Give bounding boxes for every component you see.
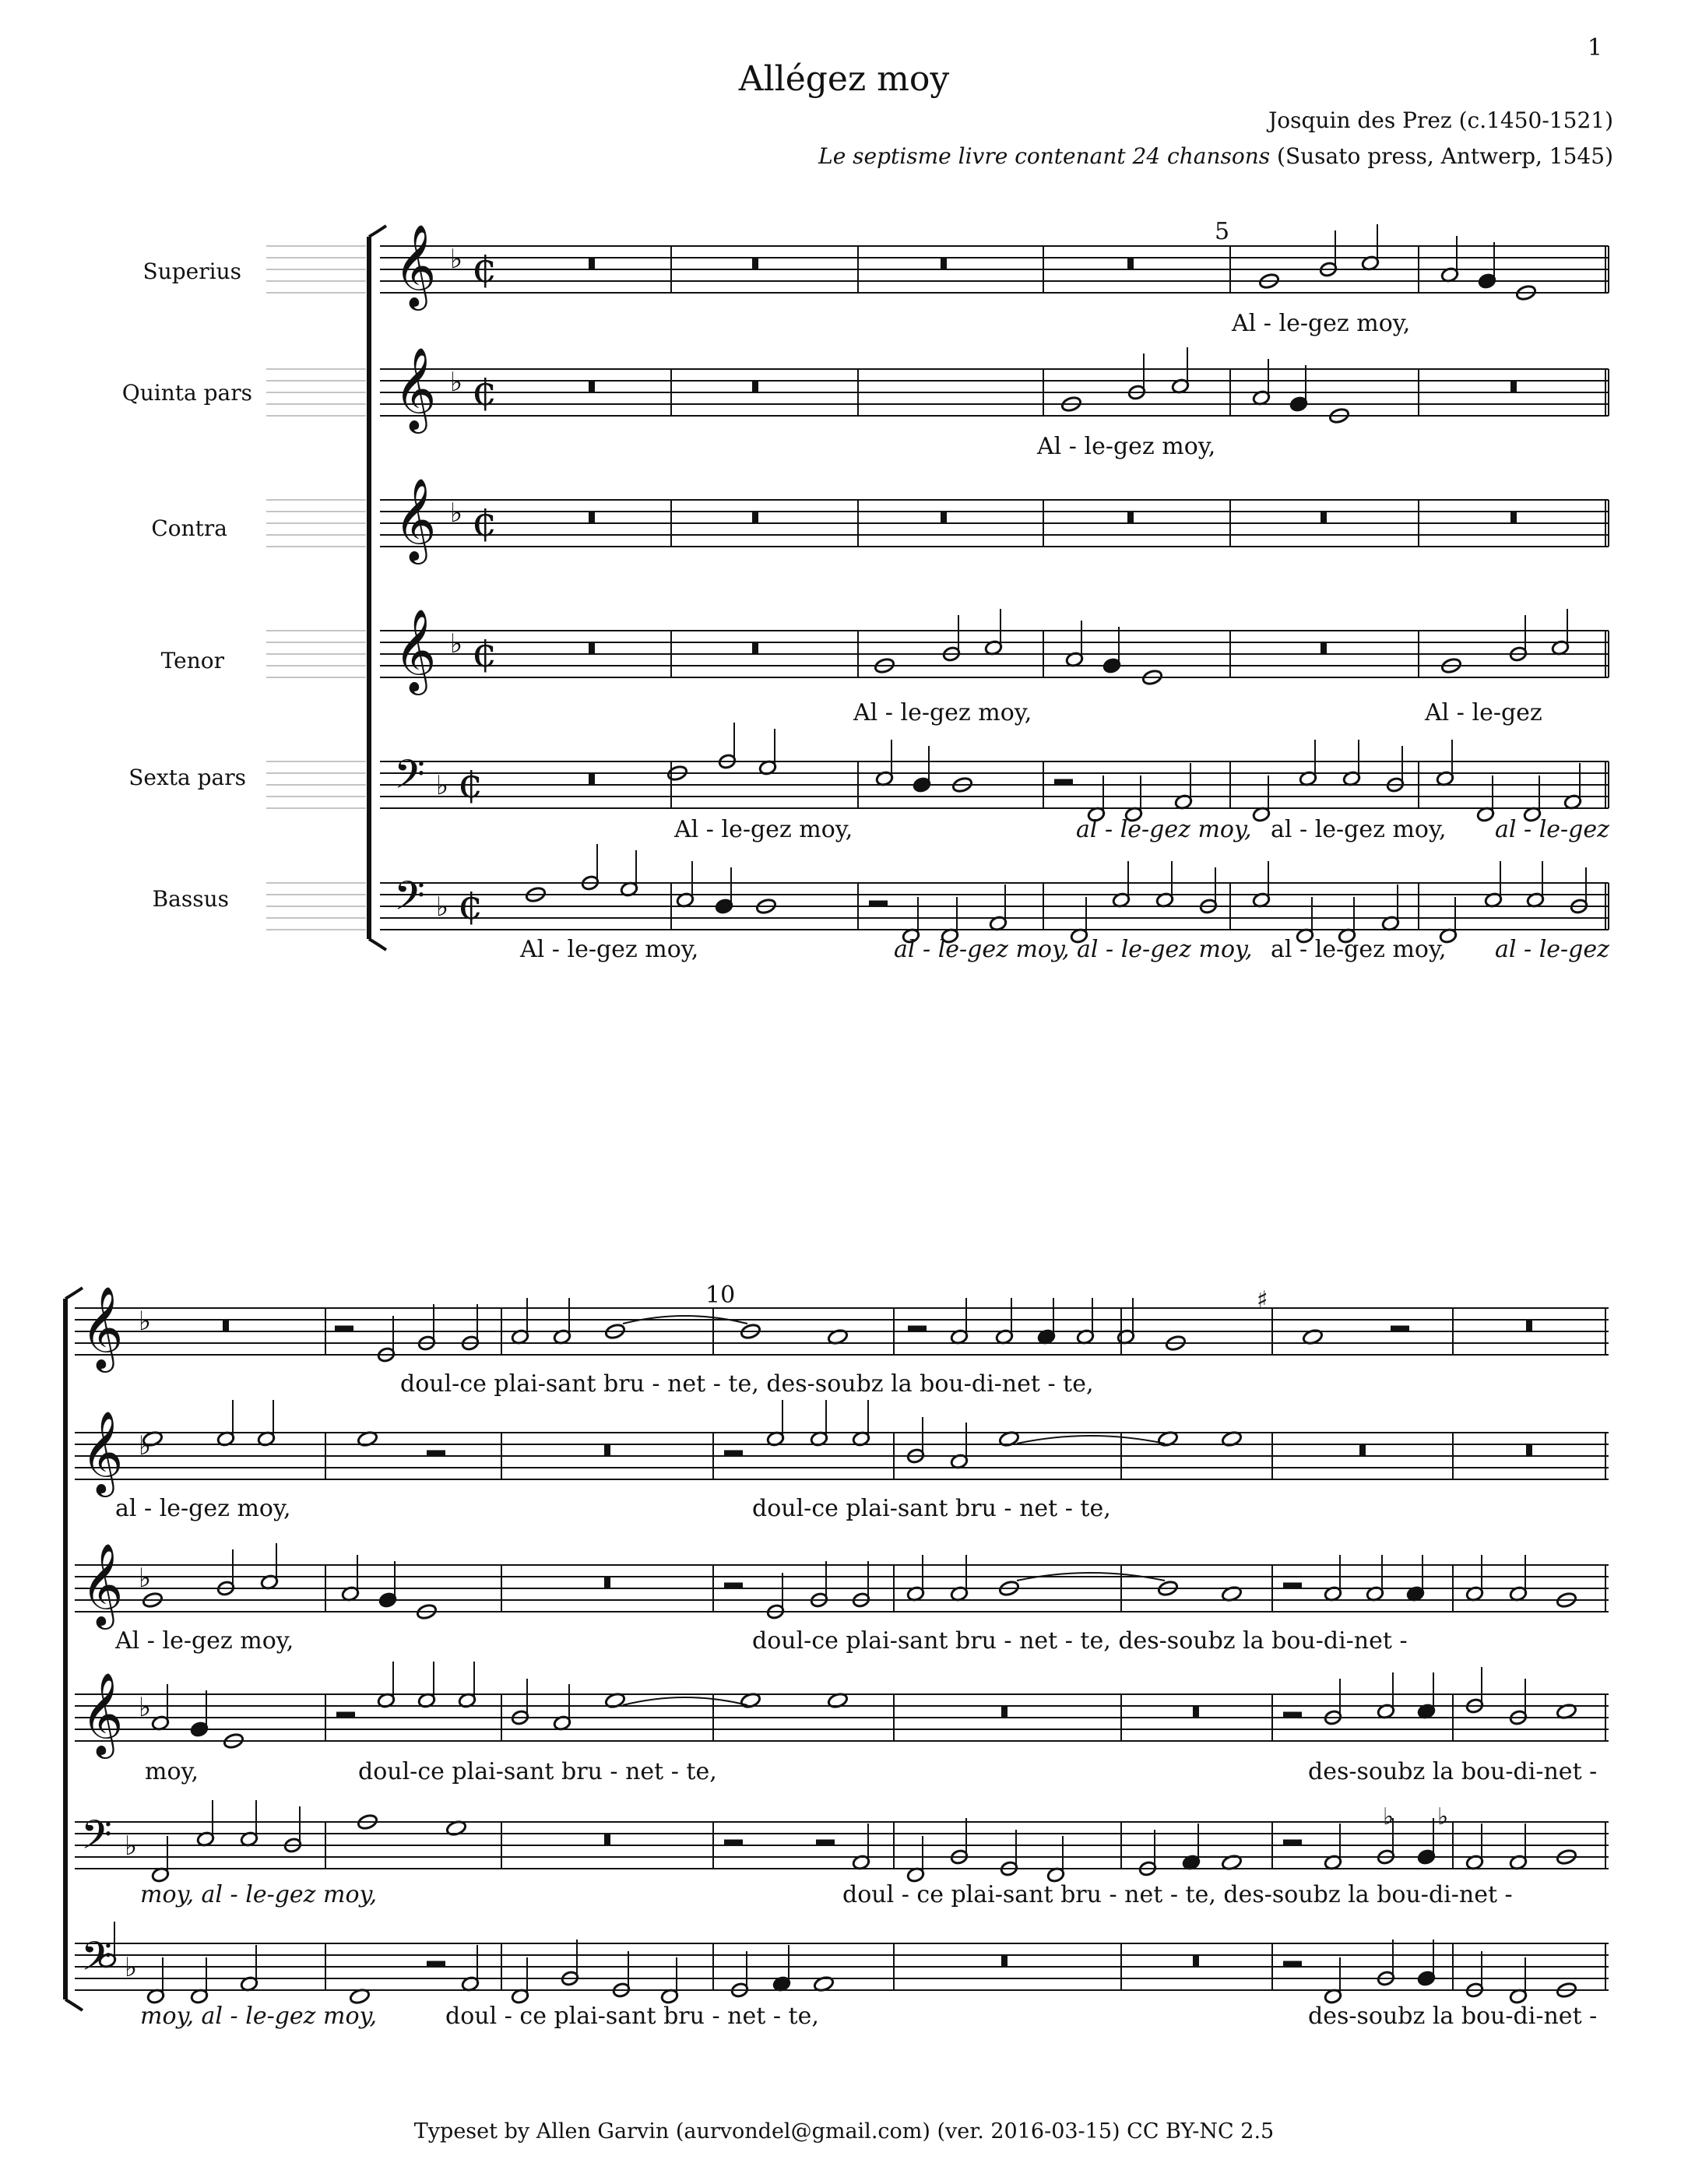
flat-icon: ♭ xyxy=(139,1430,152,1461)
breve-rest xyxy=(1127,258,1134,269)
bracket-bottom xyxy=(369,939,386,950)
lyric-tenor-2: Al - le-gez xyxy=(1425,699,1542,726)
cut-time-icon: ¢ xyxy=(458,761,484,807)
treble-clef-icon: 𝄞 xyxy=(394,346,437,430)
breve-rest xyxy=(1526,1320,1532,1331)
rest xyxy=(336,1712,355,1718)
breve-rest xyxy=(1193,1955,1199,1967)
lyric-s2-bassus-2: doul - ce plai-sant bru - net - te, xyxy=(445,2003,819,2030)
treble-clef-icon: 𝄞 xyxy=(394,608,437,691)
rest xyxy=(427,1451,445,1456)
lyric-s2-sexta-2: doul - ce plai-sant bru - net - te, des-soubz la bou-di-net - xyxy=(842,1881,1513,1908)
cut-time-icon: ¢ xyxy=(458,882,484,929)
lyric-s2-bassus-3: des-soubz la bou-di-net - xyxy=(1308,2003,1598,2030)
bracket-top xyxy=(369,226,386,237)
lyric-superius-1: Al - le-gez moy, xyxy=(1232,310,1411,337)
breve-rest xyxy=(1510,512,1517,523)
breve-rest xyxy=(604,1444,610,1456)
breve-rest xyxy=(1359,1444,1366,1456)
breve-rest xyxy=(589,512,595,523)
breve-rest xyxy=(1001,1955,1008,1967)
breve-rest xyxy=(589,258,595,269)
flat-icon: ♭ xyxy=(450,367,463,398)
breve-rest xyxy=(589,773,595,785)
voice-name-contra: Contra xyxy=(151,515,227,541)
lyric-bassus-2: al - le-gez moy, al - le-gez moy, xyxy=(894,936,1253,963)
breve-rest xyxy=(1321,642,1327,654)
flat-accidental: ♭ xyxy=(1437,1803,1449,1831)
rest xyxy=(1283,1961,1302,1967)
measure-number-5: 5 xyxy=(1215,218,1230,245)
bracket-bottom xyxy=(65,1999,83,2010)
breve-rest xyxy=(752,381,758,392)
breve-rest xyxy=(1193,1706,1199,1718)
measure-number-10: 10 xyxy=(705,1282,736,1309)
breve-rest xyxy=(604,1834,610,1845)
rest xyxy=(869,901,888,906)
flat-icon: ♭ xyxy=(450,244,463,275)
rest xyxy=(1391,1326,1409,1331)
lyric-s2-quinta-1: al - le-gez moy, xyxy=(115,1495,291,1522)
lyric-sexta-2: al - le-gez moy, xyxy=(1076,816,1252,843)
flat-icon: ♭ xyxy=(125,1831,138,1862)
cut-time-icon: ¢ xyxy=(472,499,498,546)
lyric-s2-contra-2: doul-ce plai-sant bru - net - te, des-soubz la bou-di-net - xyxy=(752,1627,1408,1655)
source-title: Le septisme livre contenant 24 chansons xyxy=(818,143,1271,169)
lyric-sexta-4: al - le-gez xyxy=(1495,816,1609,843)
rest xyxy=(427,1961,445,1967)
lyric-sexta-3: al - le-gez moy, xyxy=(1271,816,1447,843)
rest xyxy=(724,1840,743,1845)
breve-rest xyxy=(1526,1444,1532,1456)
treble-clef-icon: 𝄞 xyxy=(394,223,437,307)
rest xyxy=(1054,779,1073,785)
flat-icon: ♭ xyxy=(125,1952,138,1983)
lyric-quinta-1: Al - le-gez moy, xyxy=(1037,433,1216,460)
lyric-s2-contra-1: Al - le-gez moy, xyxy=(115,1627,294,1655)
flat-icon: ♭ xyxy=(436,770,449,801)
lyric-bassus-4: al - le-gez xyxy=(1495,936,1609,963)
lyric-tenor-1: Al - le-gez moy, xyxy=(853,699,1032,726)
breve-rest xyxy=(1127,512,1134,523)
lyric-bassus-1: Al - le-gez moy, xyxy=(520,936,699,963)
lyric-s2-tenor-1: moy, xyxy=(145,1758,199,1785)
lyric-s2-quinta-2: doul-ce plai-sant bru - net - te, xyxy=(752,1495,1111,1522)
breve-rest xyxy=(223,1320,229,1331)
tie xyxy=(623,1697,747,1705)
lyric-s2-tenor-2: doul-ce plai-sant bru - net - te, xyxy=(358,1758,717,1785)
treble-clef-icon: 𝄞 xyxy=(81,1285,124,1369)
breve-rest xyxy=(604,1577,610,1588)
rest xyxy=(1283,1840,1302,1845)
lyric-s2-tenor-3: des-soubz la bou-di-net - xyxy=(1308,1758,1598,1785)
cut-time-icon: ¢ xyxy=(472,368,498,415)
breve-rest xyxy=(941,512,947,523)
breve-rest xyxy=(941,258,947,269)
voice-name-bassus: Bassus xyxy=(152,886,229,912)
composer-credit: Josquin des Prez (c.1450-1521) xyxy=(1268,107,1613,133)
rest xyxy=(335,1326,353,1331)
breve-rest xyxy=(1510,381,1517,392)
score-title: Allégez moy xyxy=(738,59,950,99)
breve-rest xyxy=(1001,1706,1008,1718)
lyric-sexta-1: Al - le-gez moy, xyxy=(674,816,853,843)
treble-clef-icon: 𝄞 xyxy=(394,477,437,561)
flat-icon: ♭ xyxy=(436,892,449,923)
voice-name-tenor: Tenor xyxy=(160,648,224,673)
breve-rest xyxy=(1321,512,1327,523)
breve-rest xyxy=(589,381,595,392)
flat-icon: ♭ xyxy=(139,1692,152,1723)
flat-icon: ♭ xyxy=(450,628,463,659)
cut-time-icon: ¢ xyxy=(472,630,498,677)
typesetter-credit: Typeset by Allen Garvin (aurvondel@gmail.com) (ver. 2016-03-15) CC BY-NC 2.5 xyxy=(413,2119,1275,2144)
treble-clef-icon: 𝄞 xyxy=(81,1542,124,1626)
breve-rest xyxy=(752,642,758,654)
rest xyxy=(1283,1712,1302,1718)
lyric-s2-superius: doul-ce plai-sant bru - net - te, des-soubz la bou-di-net - te, xyxy=(400,1370,1094,1398)
breve-rest xyxy=(589,642,595,654)
flat-icon: ♭ xyxy=(139,1306,152,1337)
flat-accidental: ♭ xyxy=(1383,1803,1394,1831)
bass-clef-icon: 𝄢 xyxy=(81,1811,112,1868)
voice-name-sexta-pars: Sexta pars xyxy=(128,765,246,790)
tie xyxy=(1017,1436,1165,1444)
treble-clef-icon: 𝄞 xyxy=(81,1672,124,1755)
lyric-s2-bassus-1: moy, al - le-gez moy, xyxy=(140,2003,378,2030)
sharp-accidental: ♯ xyxy=(1257,1286,1268,1314)
voice-name-superius: Superius xyxy=(142,258,241,284)
bass-clef-icon: 𝄢 xyxy=(81,1933,112,1989)
bracket-top xyxy=(65,1288,83,1299)
rest xyxy=(724,1583,743,1588)
source-publisher: (Susato press, Antwerp, 1545) xyxy=(1270,143,1613,169)
breve-rest xyxy=(752,258,758,269)
bass-clef-icon: 𝄢 xyxy=(394,751,425,807)
lyric-s2-sexta-1: moy, al - le-gez moy, xyxy=(140,1881,378,1908)
rest xyxy=(1283,1583,1302,1588)
breve-rest xyxy=(752,512,758,523)
rest xyxy=(816,1840,835,1845)
rest xyxy=(908,1326,927,1331)
flat-icon: ♭ xyxy=(139,1563,152,1594)
treble-clef-icon: 𝄞 xyxy=(81,1410,124,1493)
cut-time-icon: ¢ xyxy=(472,245,498,292)
voice-name-quinta-pars: Quinta pars xyxy=(121,380,252,406)
flat-icon: ♭ xyxy=(450,498,463,529)
rest xyxy=(724,1451,743,1456)
bass-clef-icon: 𝄢 xyxy=(394,872,425,929)
page-number: 1 xyxy=(1587,34,1602,62)
lyric-bassus-3: al - le-gez moy, xyxy=(1271,936,1447,963)
